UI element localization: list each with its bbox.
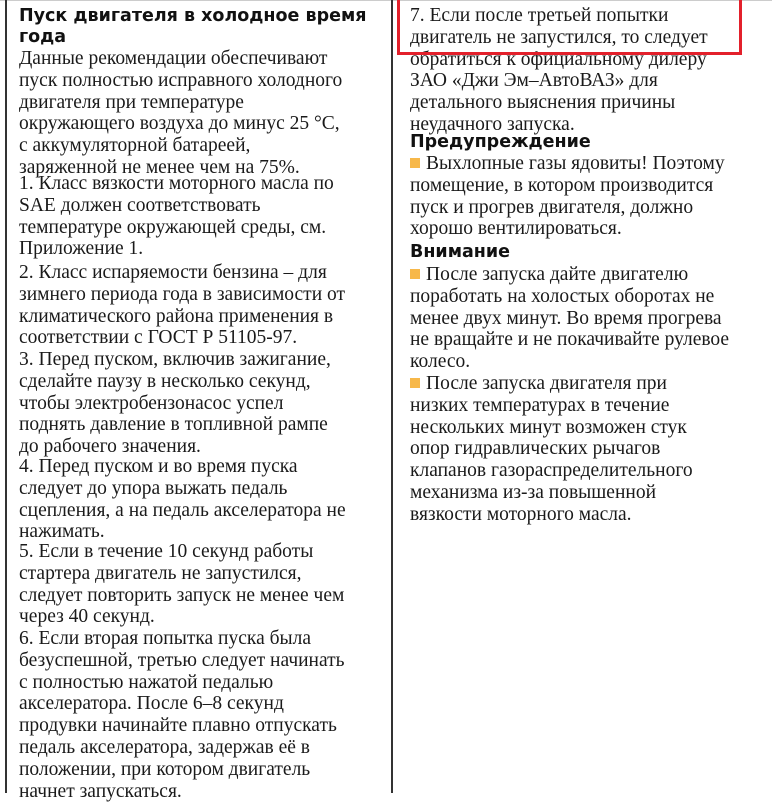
text-line <box>410 286 770 308</box>
text-line-content: акселератора. После 6–8 секунд <box>19 693 284 715</box>
text-line-content: клапанов газораспределительного <box>410 460 693 482</box>
text-line <box>19 262 389 284</box>
text-line <box>19 135 389 157</box>
text-line-content: педаль акселератора, задержав её в <box>19 736 311 758</box>
text-line-content: следует повторить запуск не менее чем <box>19 584 345 606</box>
text-line-content: 1. Класс вязкости моторного масла по <box>19 173 334 194</box>
text-line <box>410 70 770 92</box>
heading-line: Пуск двигателя в холодное время <box>19 6 367 26</box>
bullet-icon <box>410 378 420 388</box>
text-line-content: с полностью нажатой педалью <box>19 671 274 693</box>
text-line <box>19 113 389 135</box>
text-line <box>19 217 389 239</box>
text-line-content: безуспешной, третью следует начинать <box>19 649 345 671</box>
text-line <box>19 737 389 759</box>
text-line-content: После запуска дайте двигателю <box>426 264 689 285</box>
text-line-content: заряженной не менее чем на 75%. <box>19 156 300 178</box>
text-line <box>19 393 389 415</box>
text-line-content: двигателя при температуре <box>19 91 244 113</box>
heading-line: года <box>19 27 67 47</box>
text-line-content: стартера двигатель не запустился, <box>19 562 302 584</box>
text-line-content: сцепления, а на педаль акселератора не <box>19 499 346 521</box>
bullet-icon <box>410 269 420 279</box>
text-line <box>410 373 770 395</box>
text-line <box>19 759 389 781</box>
text-line-content: Приложение 1. <box>19 238 144 260</box>
text-line <box>19 195 389 217</box>
text-line <box>410 264 770 286</box>
text-line-content: окружающего воздуха до минус 25 °С, <box>19 113 340 135</box>
text-line <box>19 456 389 478</box>
warning-heading: Предупреждение <box>410 132 591 152</box>
text-line <box>19 500 389 522</box>
text-line-content: неудачного запуска. <box>410 113 575 135</box>
text-line-content: 6. Если вторая попытка пуска была <box>19 628 312 649</box>
text-line-content: вязкости моторного масла. <box>410 503 632 525</box>
text-line <box>19 92 389 114</box>
highlight-box <box>397 0 742 55</box>
text-line-content: помещение, в котором производится <box>410 174 714 196</box>
text-line <box>410 504 770 526</box>
text-line <box>19 48 389 70</box>
text-line-content: Данные рекомендации обеспечивают <box>19 48 328 69</box>
text-line-content: климатического района применения в <box>19 305 334 327</box>
text-line-content: хорошо вентилироваться. <box>410 218 622 240</box>
text-line <box>410 438 770 460</box>
text-line <box>410 92 770 114</box>
text-line <box>19 414 389 436</box>
text-line-content: детального выяснения причины <box>410 92 676 114</box>
text-line-content: следует до упора выжать педаль <box>19 477 288 499</box>
intro-paragraph <box>19 48 389 179</box>
text-line-content: соответствии с ГОСТ Р 51105-97. <box>19 327 298 349</box>
text-line-content: нажимать. <box>19 521 105 543</box>
text-line-content: поднять давление в топливной рампе <box>19 414 328 436</box>
text-line <box>19 173 389 195</box>
text-line-content: двигатель не запустился, то следует <box>410 26 708 48</box>
attention-heading: Внимание <box>410 242 511 262</box>
text-line <box>410 417 770 439</box>
instruction-item-2 <box>19 262 389 349</box>
text-line <box>410 482 770 504</box>
text-line <box>19 628 389 650</box>
text-line <box>410 351 770 373</box>
text-line <box>19 349 389 371</box>
warning-paragraph <box>410 153 770 240</box>
text-line-content: обратиться к официальному дилеру <box>410 48 707 70</box>
text-line <box>410 153 770 175</box>
text-line <box>19 585 389 607</box>
attention-paragraph-2 <box>410 373 770 526</box>
text-line <box>19 693 389 715</box>
text-line <box>19 650 389 672</box>
text-line-content: пуск и прогрев двигателя, должно <box>410 196 694 218</box>
text-line-content: ЗАО «Джи Эм–АвтоВАЗ» для <box>410 70 658 92</box>
text-line-content: начнет запускаться. <box>19 780 182 802</box>
text-line <box>19 541 389 563</box>
text-line <box>19 563 389 585</box>
text-line <box>19 238 389 260</box>
text-line-content: температуре окружающей среды, см. <box>19 216 327 238</box>
text-line-content: сделайте паузу в несколько секунд, <box>19 370 311 392</box>
instruction-item-5 <box>19 541 389 628</box>
text-line <box>410 218 770 240</box>
left-column-rule <box>5 0 7 793</box>
text-line <box>19 478 389 500</box>
text-line <box>410 329 770 351</box>
bullet-icon <box>410 158 420 168</box>
text-line-content: Выхлопные газы ядовиты! Поэтому <box>426 153 725 174</box>
text-line-content: 5. Если в течение 10 секунд работы <box>19 541 314 562</box>
text-line <box>19 306 389 328</box>
instruction-item-3 <box>19 349 389 458</box>
text-line-content: положении, при котором двигатель <box>19 758 311 780</box>
instruction-item-6 <box>19 628 389 802</box>
text-line <box>19 715 389 737</box>
text-line-content: SAE должен соответствовать <box>19 194 261 216</box>
text-line-content: низких температурах в течение <box>410 394 670 416</box>
text-line-content: колесо. <box>410 351 471 373</box>
text-line-content: не вращайте и не покачивайте рулевое <box>410 329 730 351</box>
attention-paragraph-1 <box>410 264 770 373</box>
text-line-content: После запуска двигателя при <box>426 373 667 394</box>
text-line-content: 4. Перед пуском и во время пуска <box>19 456 298 477</box>
text-line <box>410 175 770 197</box>
text-line-content: 3. Перед пуском, включив зажигание, <box>19 349 331 370</box>
text-line <box>19 436 389 458</box>
text-line-content: поработать на холостых оборотах не <box>410 285 715 307</box>
text-line <box>19 781 389 802</box>
text-line-content: продувки начинайте плавно отпускать <box>19 715 337 737</box>
text-line <box>19 606 389 628</box>
text-line <box>19 284 389 306</box>
text-line-content: чтобы электробензонасос успел <box>19 392 284 414</box>
column-divider <box>391 0 393 793</box>
text-line <box>19 371 389 393</box>
text-line <box>19 521 389 543</box>
section-heading <box>19 6 389 48</box>
text-line-content: опор гидравлических рычагов <box>410 438 661 460</box>
text-line <box>19 672 389 694</box>
text-line-content: механизма из-за повышенной <box>410 481 657 503</box>
text-line-content: менее двух минут. Во время прогрева <box>410 307 722 329</box>
text-line <box>19 327 389 349</box>
text-line <box>19 70 389 92</box>
text-line <box>410 460 770 482</box>
text-line <box>410 197 770 219</box>
instruction-item-1 <box>19 173 389 260</box>
text-line-content: пуск полностью исправного холодного <box>19 69 343 91</box>
instruction-item-4 <box>19 456 389 543</box>
text-line-content: через 40 секунд. <box>19 606 155 628</box>
text-line-content: 2. Класс испаряемости бензина – для <box>19 262 327 283</box>
text-line-content: зимнего периода года в зависимости от <box>19 283 346 305</box>
text-line <box>410 395 770 417</box>
text-line-content: 7. Если после третьей попытки <box>410 5 669 26</box>
text-line-content: до рабочего значения. <box>19 436 201 458</box>
text-line-content: с аккумуляторной батареей, <box>19 135 251 157</box>
text-line <box>410 308 770 330</box>
text-line-content: нескольких минут возможен стук <box>410 416 687 438</box>
